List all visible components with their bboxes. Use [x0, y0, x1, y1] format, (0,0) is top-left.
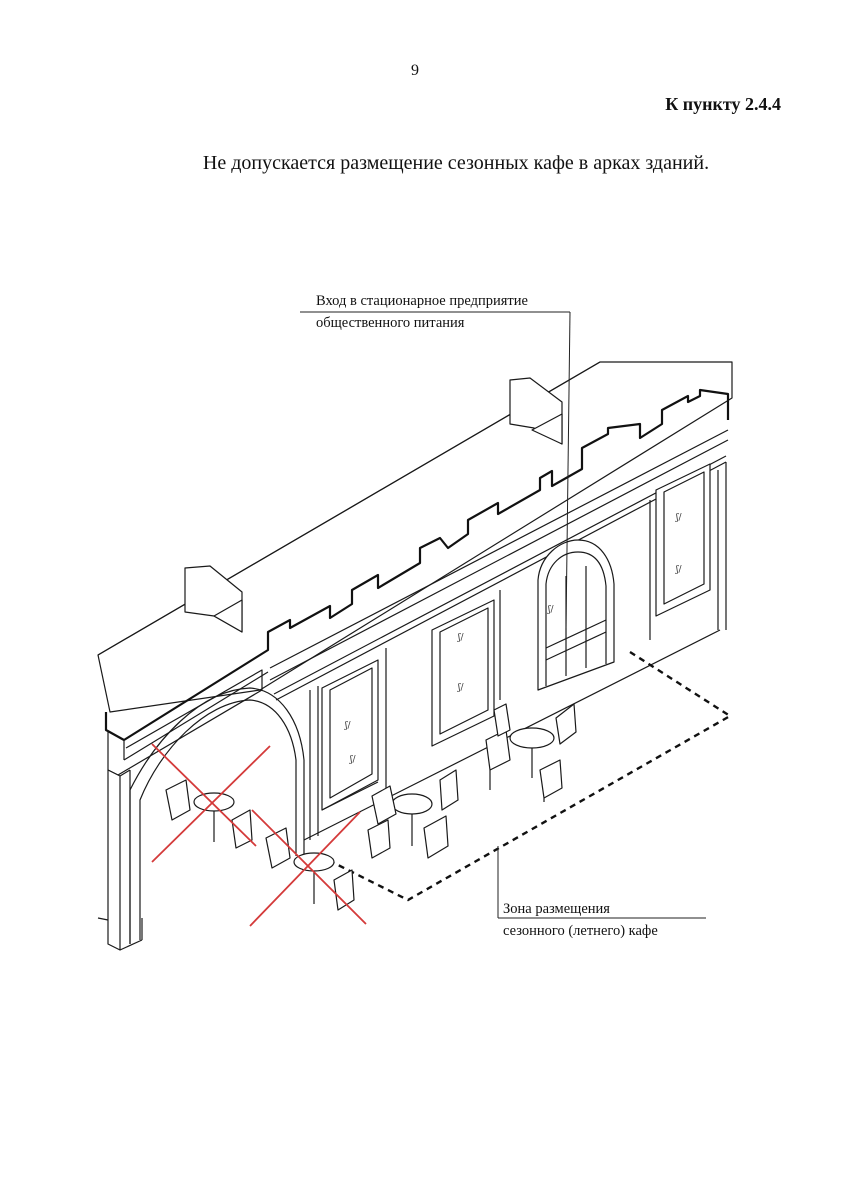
svg-text:ʃ/: ʃ/: [458, 683, 464, 693]
svg-text:ʃ/: ʃ/: [458, 633, 464, 643]
svg-text:ʃ/: ʃ/: [676, 565, 682, 575]
page-number: 9: [411, 62, 419, 79]
roof: [98, 362, 732, 712]
svg-text:ʃ/: ʃ/: [676, 513, 682, 523]
zone-label: [503, 898, 658, 942]
svg-text:ʃ/: ʃ/: [345, 721, 351, 731]
zone-label-line1: Зона размещения: [503, 901, 610, 917]
window-2: [432, 600, 494, 746]
rule-statement: Не допускается размещение сезонных кафе в арках зданий.: [202, 152, 710, 174]
svg-text:ʃ/: ʃ/: [350, 755, 356, 765]
entrance-label-line2: общественного питания: [316, 315, 465, 331]
cafe-zone-boundary: [332, 652, 730, 900]
zone-label-line2: сезонного (летнего) кафе: [503, 923, 658, 939]
section-reference: К пункту 2.4.4: [665, 94, 781, 114]
cafe-table-group-1: [486, 704, 576, 802]
entrance-label: [316, 290, 528, 334]
cafe-table-group-2: [368, 770, 458, 858]
window-3: [656, 464, 710, 616]
entrance-label-line1: Вход в стационарное предприятие: [316, 293, 528, 309]
entrance-door: [538, 540, 614, 690]
arch-pier: [98, 688, 304, 950]
window-1: [322, 660, 378, 810]
svg-text:ʃ/: ʃ/: [548, 605, 554, 615]
